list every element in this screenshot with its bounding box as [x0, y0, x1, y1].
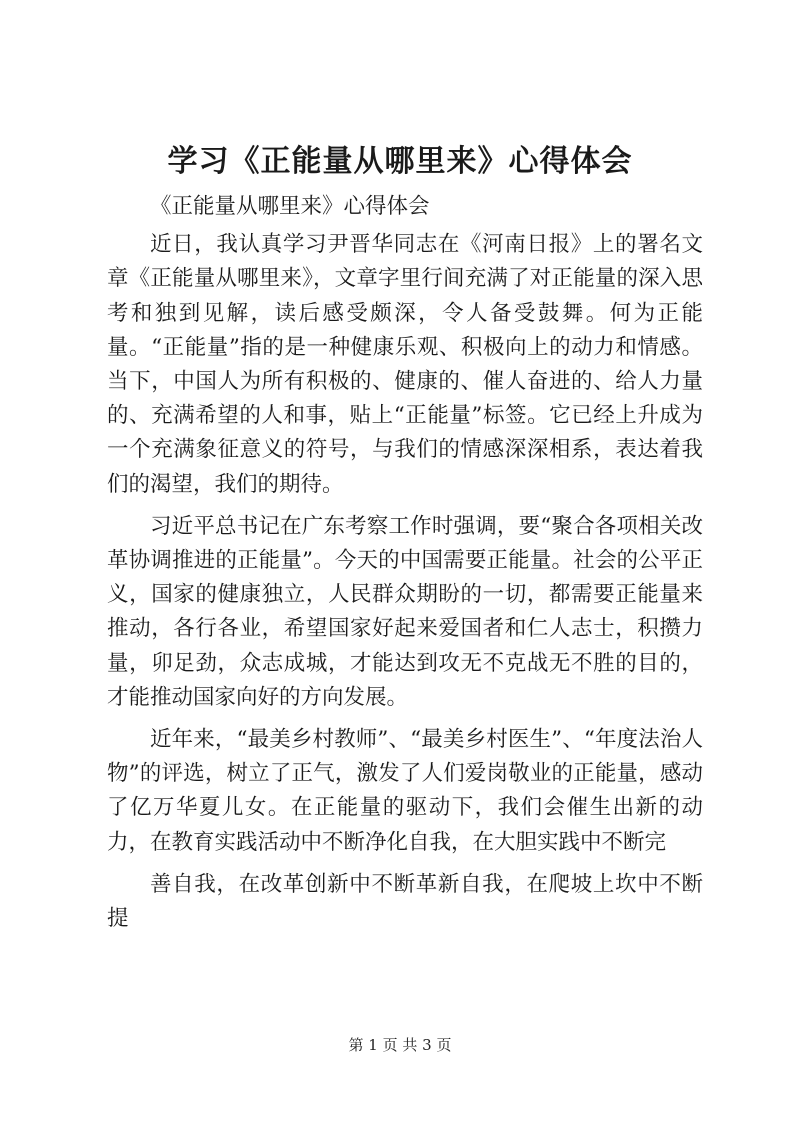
paragraph-2: 习近平总书记在广东考察工作时强调，要“聚合各项相关改革协调推进的正能量”。今天的中国需要正能量。社会的公平正义，国家的健康独立，人民群众期盼的一切，都需要正能量来推动，各行各业，希望国家好起来爱国者和仁人志士，积攒力量，卯足劲，众志成城，才能达到攻无不克战无不胜的目的，才能推动国家向好的方向发展。: [107, 513, 703, 710]
document-subtitle: 《正能量从哪里来》心得体会: [150, 194, 430, 219]
paragraph-1: 近日，我认真学习尹晋华同志在《河南日报》上的署名文章《正能量从哪里来》，文章字里行间充满了对正能量的深入思考和独到见解，读后感受颇深，令人备受鼓舞。何为正能量。“正能量”指的是一种健康乐观、积极向上的动力和情感。当下，中国人为所有积极的、健康的、催人奋进的、给人力量的、充满希望的人和事，贴上“正能量”标签。它已经上升成为一个充满象征意义的符号，与我们的情感深深相系，表达着我们的渴望，我们的期待。: [107, 232, 703, 497]
document-title: 学习《正能量从哪里来》心得体会: [167, 144, 633, 179]
page-footer: 第 1 页 共 3 页: [348, 1036, 452, 1054]
paragraph-4: 善自我，在改革创新中不断革新自我，在爬坡上坎中不断提: [107, 871, 703, 932]
paragraph-3: 近年来，“最美乡村教师”、“最美乡村医生”、“年度法治人物”的评选，树立了正气，激发了人们爱岗敬业的正能量，感动了亿万华夏儿女。在正能量的驱动下，我们会催生出新的动力，在教育实践活动中不断净化自我，在大胆实践中不断完: [107, 727, 703, 855]
document-body: [107, 190, 703, 936]
